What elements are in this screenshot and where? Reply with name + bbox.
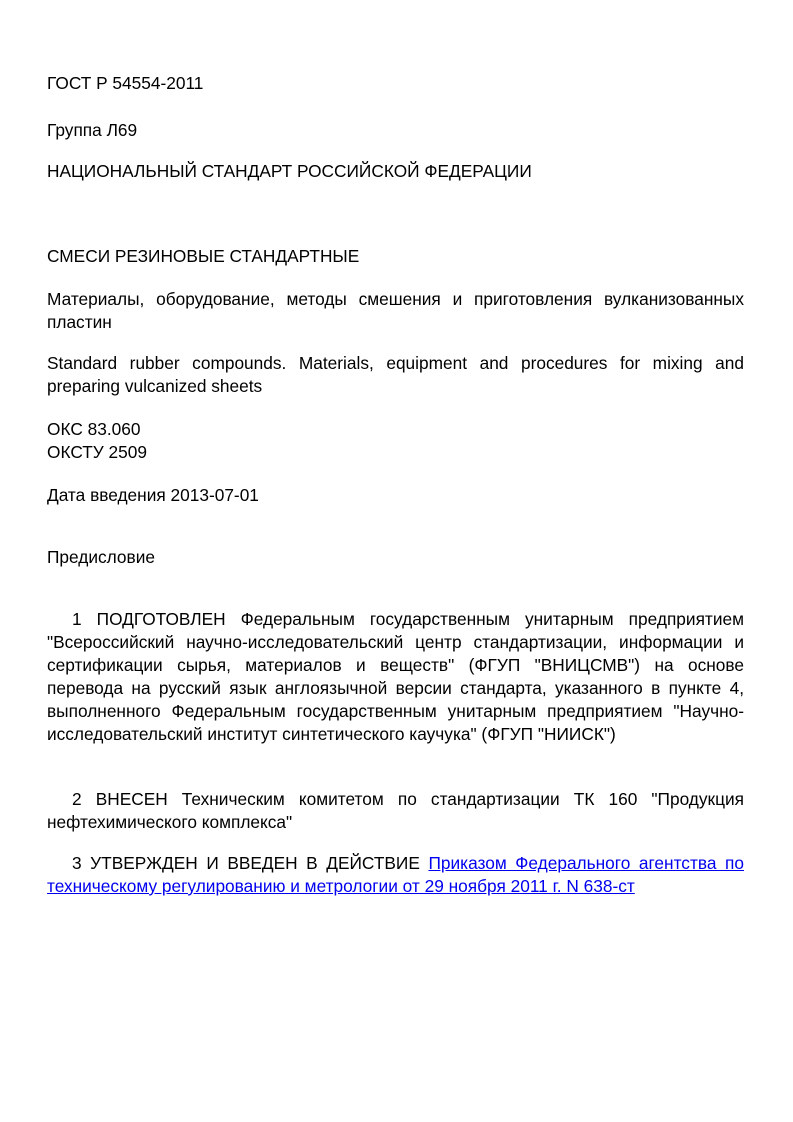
foreword-heading: Предисловие — [47, 547, 155, 567]
subtitle-ru: Материалы, оборудование, методы смешения и приготовления вулканизованных пластин — [47, 289, 744, 332]
effective-date: Дата введения 2013-07-01 — [47, 485, 259, 505]
group-code: Группа Л69 — [47, 120, 138, 140]
subtitle-en: Standard rubber compounds. Materials, equipment and procedures for mixing and preparing vulcanized sheets — [47, 353, 744, 396]
foreword-item-3-text: 3 УТВЕРЖДЕН И ВВЕДЕН В ДЕЙСТВИЕ — [72, 853, 420, 873]
oks-code: ОКС 83.060 — [47, 419, 141, 439]
foreword-item-3 — [47, 852, 744, 898]
foreword-item-1: 1 ПОДГОТОВЛЕН Федеральным государственным унитарным предприятием "Всероссийский научно-исследовательский центр стандартизации, информации и сертификации сырья, материалов и веществ" (ФГУП "ВНИЦСМВ") на основе перевода на русский язык англоязычной версии стандарта, указанного в пункте 4, выполненного Федеральным государственным унитарным предприятием "Научно-исследовательский институт синтетического каучука" (ФГУП "НИИСК") — [47, 609, 744, 744]
classification-block — [47, 418, 744, 464]
order-link[interactable]: Приказом Федерального агентства по техническому регулированию и метрологии от 29 ноября 2011 г. N 638-ст — [47, 853, 744, 896]
doc-number: ГОСТ Р 54554-2011 — [47, 73, 204, 93]
foreword-item-2: 2 ВНЕСЕН Техническим комитетом по стандартизации ТК 160 "Продукция нефтехимического комплекса" — [47, 789, 744, 832]
standard-type: НАЦИОНАЛЬНЫЙ СТАНДАРТ РОССИЙСКОЙ ФЕДЕРАЦИИ — [47, 161, 532, 181]
title-main: СМЕСИ РЕЗИНОВЫЕ СТАНДАРТНЫЕ — [47, 246, 360, 266]
okstu-code: ОКСТУ 2509 — [47, 442, 147, 462]
